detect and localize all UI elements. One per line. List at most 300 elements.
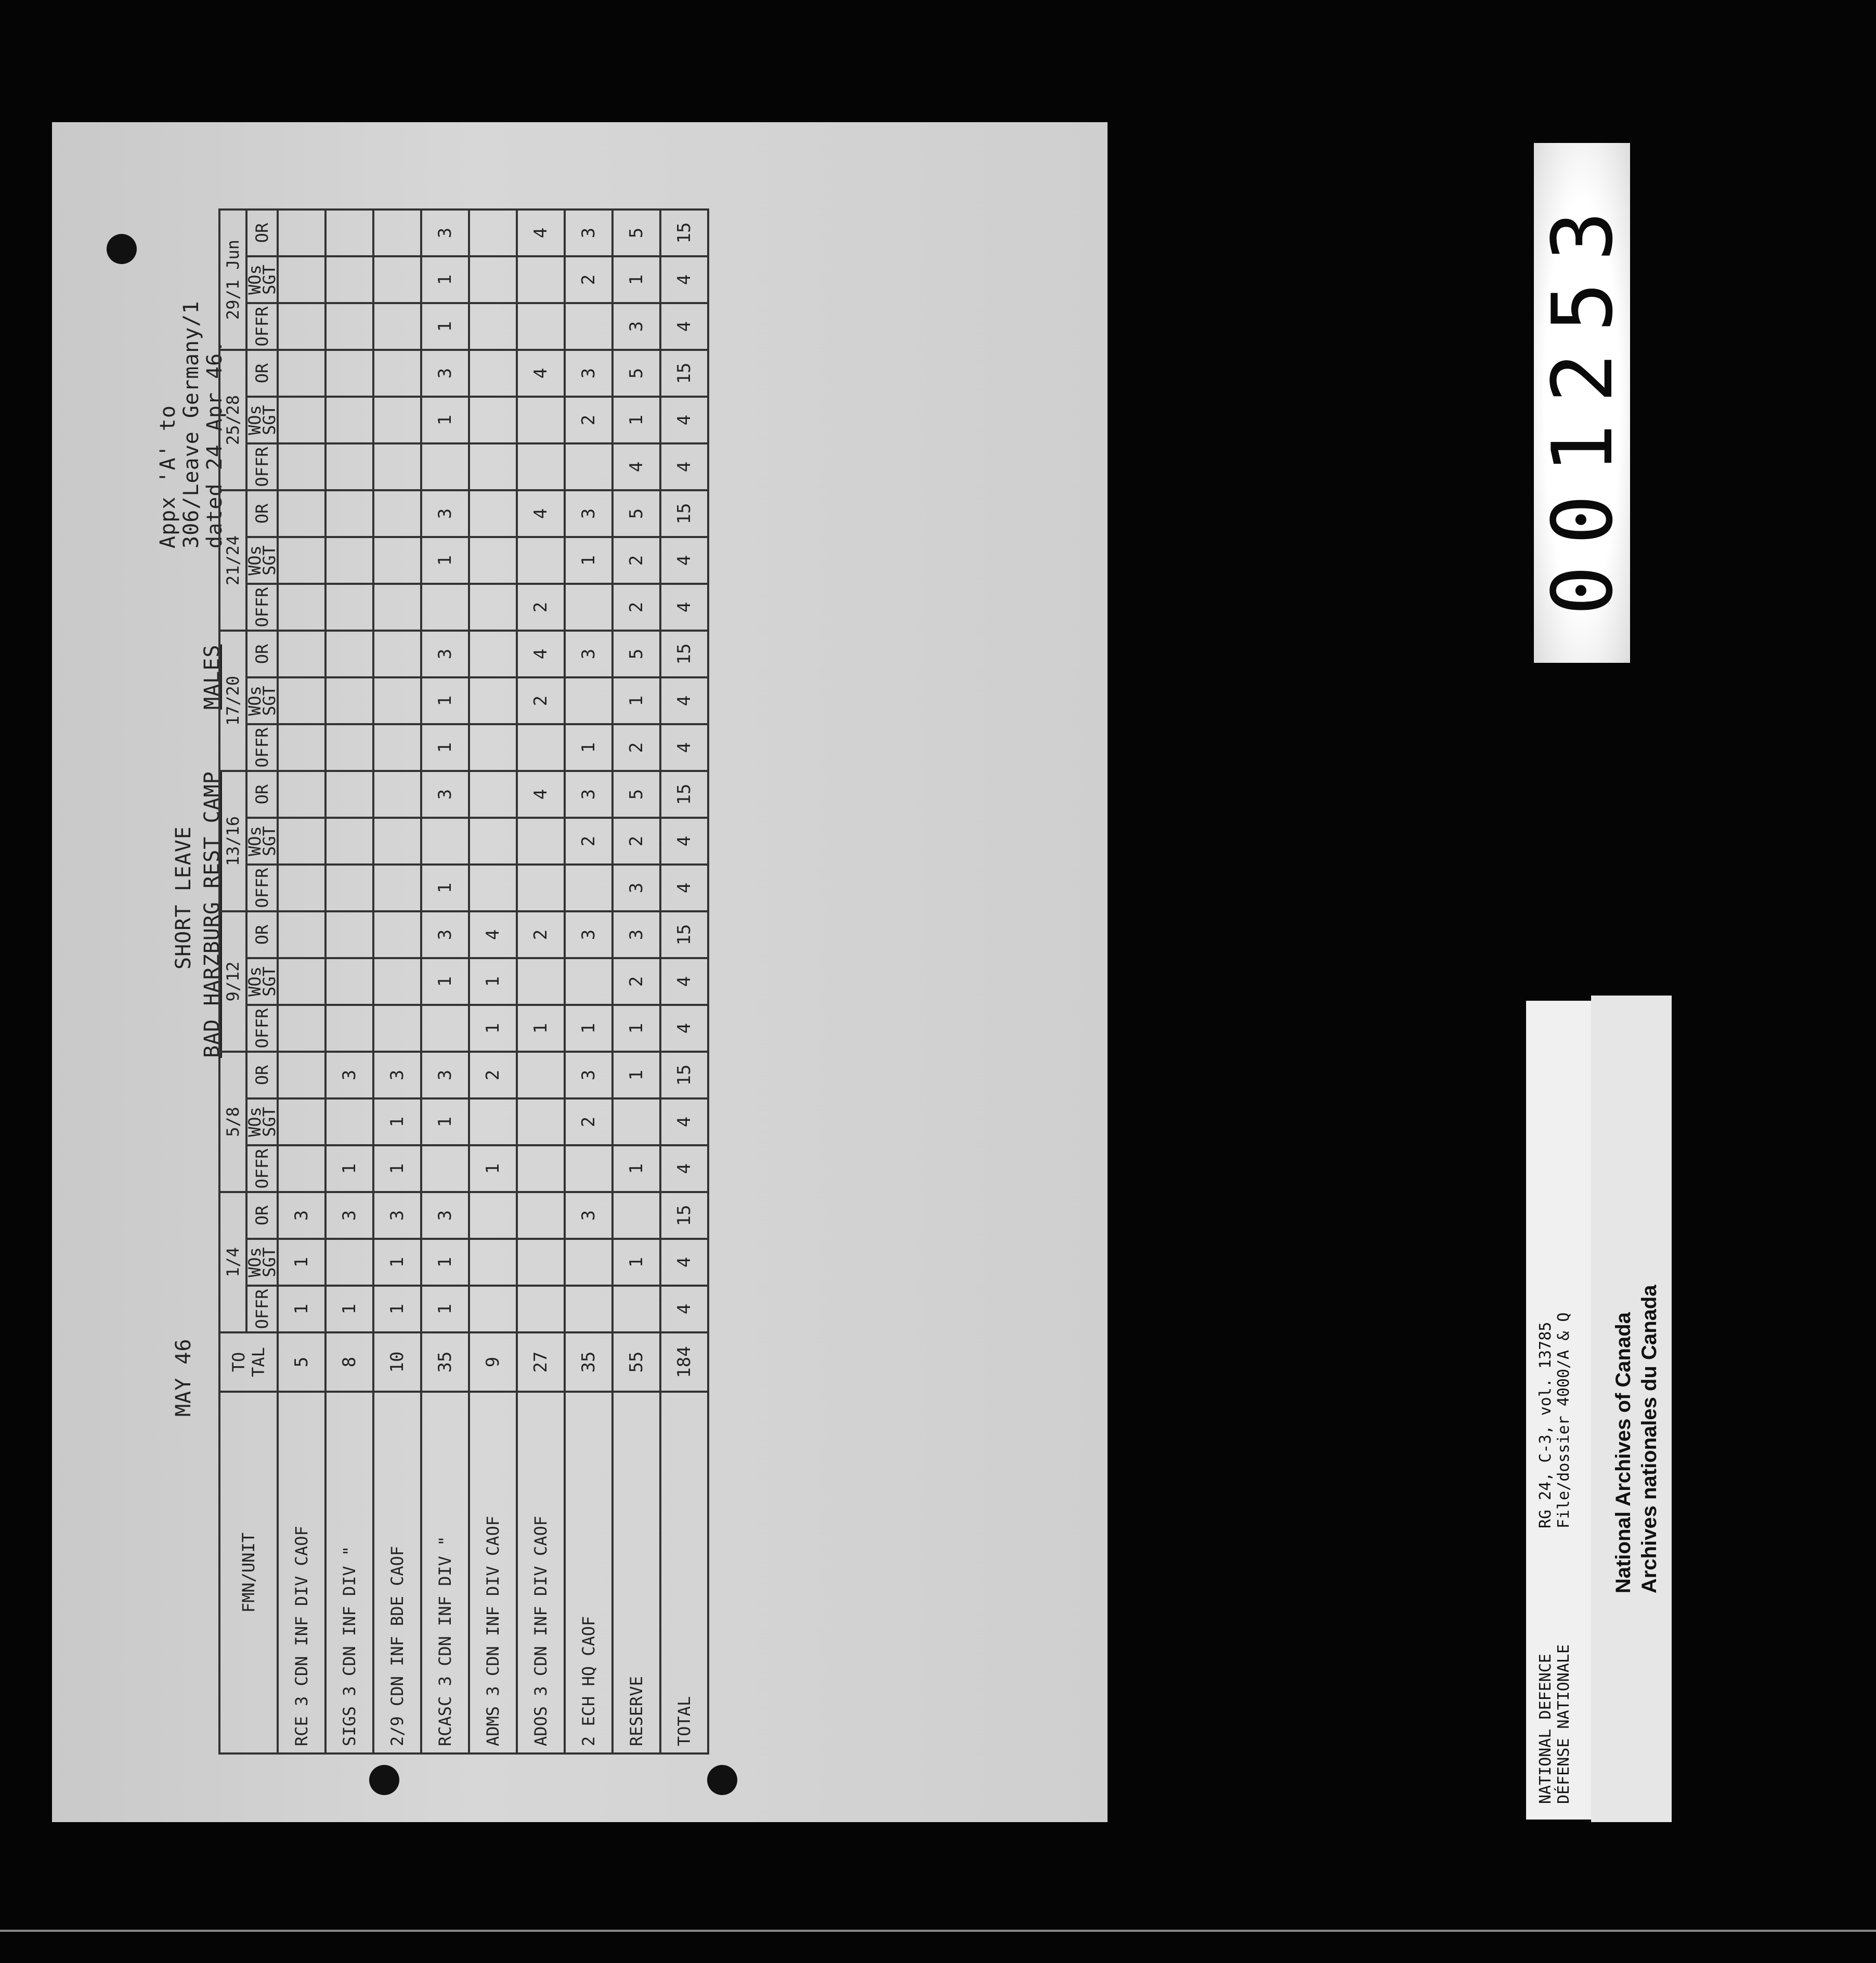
allocation-cell: 1 — [517, 1005, 565, 1052]
rank-header: OR — [246, 210, 278, 256]
rank-header: OR — [246, 1192, 278, 1239]
allocation-cell — [373, 303, 421, 350]
allocation-cell: 15 — [660, 1052, 708, 1098]
allocation-cell — [469, 443, 517, 490]
allocation-cell: 4 — [660, 1145, 708, 1192]
allocation-cell: 3 — [325, 1192, 373, 1239]
allocation-cell — [517, 397, 565, 443]
allocation-cell: 3 — [421, 911, 469, 958]
allocation-cell — [565, 865, 613, 911]
allocation-cell: 5 — [613, 490, 660, 537]
allocation-cell — [325, 537, 373, 584]
allocation-cell — [325, 350, 373, 397]
allocation-cell: 1 — [565, 1005, 613, 1052]
allocation-cell — [469, 1239, 517, 1286]
allocation-cell: 2 — [565, 818, 613, 865]
allocation-cell: 5 — [613, 631, 660, 677]
allocation-cell: 4 — [660, 1239, 708, 1286]
allocation-cell: 2 — [613, 537, 660, 584]
allocation-cell — [325, 677, 373, 724]
total-cell: 10 — [373, 1332, 421, 1392]
rank-header: OR — [246, 771, 278, 818]
archive-reference-label — [1526, 1001, 1601, 1820]
allocation-cell: 4 — [660, 303, 708, 350]
allocation-cell: 5 — [613, 771, 660, 818]
allocation-cell: 1 — [278, 1239, 325, 1286]
allocation-cell: 4 — [660, 397, 708, 443]
allocation-cell — [517, 1239, 565, 1286]
allocation-cell — [278, 865, 325, 911]
allocation-cell: 2 — [469, 1052, 517, 1098]
allocation-cell: 2 — [613, 724, 660, 771]
table-row — [517, 210, 565, 1753]
allocation-cell — [469, 256, 517, 303]
ref-defense-nationale: DÉFENSE NATIONALE — [1555, 1644, 1573, 1804]
allocation-cell — [469, 771, 517, 818]
table-body — [278, 210, 708, 1753]
allocation-cell — [373, 958, 421, 1005]
allocation-cell — [325, 1098, 373, 1145]
allocation-cell — [565, 303, 613, 350]
allocation-cell — [565, 958, 613, 1005]
allocation-cell: 4 — [660, 584, 708, 631]
allocation-cell: 3 — [421, 490, 469, 537]
total-cell: 5 — [278, 1332, 325, 1392]
allocation-cell — [325, 958, 373, 1005]
allocation-cell: 4 — [660, 1098, 708, 1145]
rank-header: OFFR — [246, 584, 278, 631]
ref-national-defence: NATIONAL DEFENCE — [1536, 1654, 1555, 1804]
allocation-cell: 3 — [421, 631, 469, 677]
rank-header: OFFR — [246, 1286, 278, 1332]
allocation-cell — [469, 397, 517, 443]
allocation-cell — [278, 1052, 325, 1098]
unit-cell: SIGS 3 CDN INF DIV " — [325, 1392, 373, 1753]
allocation-cell — [517, 724, 565, 771]
rank-header: OFFR — [246, 1005, 278, 1052]
allocation-cell — [373, 397, 421, 443]
allocation-cell: 1 — [565, 537, 613, 584]
rank-header: OFFR — [246, 443, 278, 490]
allocation-cell — [325, 865, 373, 911]
allocation-cell — [278, 724, 325, 771]
allocation-cell — [517, 818, 565, 865]
allocation-cell: 3 — [613, 303, 660, 350]
allocation-cell: 1 — [469, 1005, 517, 1052]
allocation-cell — [278, 303, 325, 350]
allocation-cell: 3 — [421, 1052, 469, 1098]
allocation-cell — [517, 958, 565, 1005]
rank-header: OR — [246, 911, 278, 958]
allocation-cell: 15 — [660, 210, 708, 256]
allocation-cell: 1 — [565, 724, 613, 771]
allocation-cell — [278, 771, 325, 818]
rank-header: WOs SGT — [246, 1098, 278, 1145]
allocation-cell: 3 — [565, 210, 613, 256]
table-row — [421, 210, 469, 1753]
allocation-cell: 15 — [660, 631, 708, 677]
total-cell: 35 — [565, 1332, 613, 1392]
frame-number-label — [1534, 143, 1630, 663]
allocation-cell: 4 — [660, 537, 708, 584]
allocation-cell: 1 — [373, 1286, 421, 1332]
allocation-cell: 1 — [469, 1145, 517, 1192]
ref-file-dossier: File/dossier 4000/A & Q — [1555, 1312, 1573, 1528]
rank-header: WOs SGT — [246, 256, 278, 303]
allocation-cell — [278, 1005, 325, 1052]
allocation-cell: 4 — [517, 210, 565, 256]
rank-header: OFFR — [246, 724, 278, 771]
allocation-cell — [373, 443, 421, 490]
rank-header: OR — [246, 350, 278, 397]
allocation-cell: 2 — [613, 584, 660, 631]
allocation-cell: 3 — [421, 210, 469, 256]
allocation-cell — [469, 677, 517, 724]
allocation-cell — [278, 537, 325, 584]
table-row — [325, 210, 373, 1753]
allocation-cell: 3 — [565, 490, 613, 537]
allocation-cell — [325, 490, 373, 537]
allocation-cell: 3 — [565, 631, 613, 677]
allocation-cell — [373, 771, 421, 818]
allocation-cell — [325, 256, 373, 303]
rank-header: OFFR — [246, 1145, 278, 1192]
ref-line-3: dated 24 Apr 46. — [203, 339, 227, 548]
allocation-cell: 3 — [421, 771, 469, 818]
allocation-cell — [565, 677, 613, 724]
period-header: 1/4 — [219, 1192, 246, 1332]
allocation-cell — [565, 443, 613, 490]
allocation-cell — [373, 1005, 421, 1052]
allocation-cell — [373, 490, 421, 537]
allocation-cell: 3 — [565, 911, 613, 958]
allocation-cell — [278, 490, 325, 537]
allocation-cell — [325, 584, 373, 631]
allocation-cell — [278, 256, 325, 303]
unit-cell: RCASC 3 CDN INF DIV " — [421, 1392, 469, 1753]
allocation-cell — [278, 584, 325, 631]
ref-line-1: Appx 'A' to — [156, 405, 180, 548]
allocation-cell: 1 — [278, 1286, 325, 1332]
allocation-cell: 1 — [421, 1098, 469, 1145]
document-sheet — [52, 122, 1108, 1822]
period-header: 5/8 — [219, 1052, 246, 1192]
allocation-cell — [278, 631, 325, 677]
table-row — [660, 210, 708, 1753]
total-cell: 9 — [469, 1332, 517, 1392]
allocation-cell: 1 — [421, 1286, 469, 1332]
allocation-cell: 3 — [421, 350, 469, 397]
allocation-cell: 2 — [517, 584, 565, 631]
frame-number: 001253 — [1534, 190, 1631, 616]
archive-name-fr: Archives nationales du Canada — [1638, 1285, 1661, 1593]
allocation-cell: 3 — [565, 771, 613, 818]
table-row — [565, 210, 613, 1753]
allocation-cell: 4 — [660, 443, 708, 490]
allocation-cell — [421, 818, 469, 865]
unit-cell: RCE 3 CDN INF DIV CAOF — [278, 1392, 325, 1753]
allocation-cell: 4 — [660, 818, 708, 865]
allocation-cell: 1 — [421, 724, 469, 771]
rank-header: WOs SGT — [246, 537, 278, 584]
allocation-cell: 1 — [613, 1239, 660, 1286]
period-header: 17/20 — [219, 631, 246, 771]
allocation-cell: 3 — [565, 1052, 613, 1098]
allocation-cell — [373, 537, 421, 584]
leave-allocation-table — [218, 208, 709, 1755]
allocation-cell — [517, 1098, 565, 1145]
allocation-cell — [469, 818, 517, 865]
allocation-cell: 3 — [565, 350, 613, 397]
allocation-cell: 2 — [613, 818, 660, 865]
period-header: 21/24 — [219, 490, 246, 631]
rank-header: OR — [246, 1052, 278, 1098]
allocation-cell — [278, 1098, 325, 1145]
total-cell: 55 — [613, 1332, 660, 1392]
allocation-cell: 4 — [660, 724, 708, 771]
unit-cell: TOTAL — [660, 1392, 708, 1753]
allocation-cell — [469, 210, 517, 256]
allocation-cell — [469, 537, 517, 584]
allocation-cell: 15 — [660, 911, 708, 958]
category-label: MALES — [200, 644, 224, 710]
allocation-cell — [325, 771, 373, 818]
ref-rg-volume: RG 24, C-3, vol. 13785 — [1536, 1321, 1555, 1528]
allocation-cell — [469, 584, 517, 631]
allocation-cell: 4 — [469, 911, 517, 958]
allocation-cell: 3 — [373, 1192, 421, 1239]
allocation-cell: 4 — [517, 631, 565, 677]
allocation-cell — [565, 1286, 613, 1332]
allocation-cell — [565, 1239, 613, 1286]
total-cell: 27 — [517, 1332, 565, 1392]
table-row — [469, 210, 517, 1753]
allocation-cell: 1 — [613, 256, 660, 303]
rank-header: OR — [246, 490, 278, 537]
allocation-cell — [373, 350, 421, 397]
rank-header: WOs SGT — [246, 958, 278, 1005]
allocation-cell: 15 — [660, 771, 708, 818]
allocation-cell — [517, 1192, 565, 1239]
allocation-cell: 3 — [613, 865, 660, 911]
allocation-cell: 1 — [373, 1098, 421, 1145]
allocation-cell — [278, 443, 325, 490]
period-header: 9/12 — [219, 911, 246, 1052]
allocation-cell: 1 — [421, 256, 469, 303]
allocation-cell — [278, 818, 325, 865]
allocation-cell — [469, 1098, 517, 1145]
allocation-cell — [421, 584, 469, 631]
allocation-cell: 2 — [565, 397, 613, 443]
archive-name-label — [1591, 996, 1672, 1822]
allocation-cell — [517, 1286, 565, 1332]
allocation-cell: 1 — [421, 303, 469, 350]
allocation-cell: 15 — [660, 490, 708, 537]
allocation-cell — [469, 865, 517, 911]
rank-header: OFFR — [246, 865, 278, 911]
allocation-cell: 5 — [613, 210, 660, 256]
unit-cell: 2 ECH HQ CAOF — [565, 1392, 613, 1753]
table-row — [613, 210, 660, 1753]
allocation-cell — [517, 1145, 565, 1192]
allocation-cell — [278, 911, 325, 958]
allocation-cell: 2 — [613, 958, 660, 1005]
allocation-cell — [469, 303, 517, 350]
allocation-cell — [421, 1145, 469, 1192]
allocation-cell: 1 — [421, 958, 469, 1005]
period-header: 13/16 — [219, 771, 246, 911]
period-header: 25/28 — [219, 350, 246, 490]
allocation-cell: 1 — [469, 958, 517, 1005]
allocation-cell: 5 — [613, 350, 660, 397]
unit-cell: ADMS 3 CDN INF DIV CAOF — [469, 1392, 517, 1753]
allocation-cell: 1 — [421, 865, 469, 911]
allocation-cell — [373, 631, 421, 677]
rank-header: OR — [246, 631, 278, 677]
allocation-cell — [325, 631, 373, 677]
allocation-cell: 1 — [421, 397, 469, 443]
allocation-cell: 1 — [613, 1005, 660, 1052]
allocation-cell — [613, 1192, 660, 1239]
allocation-cell: 1 — [325, 1286, 373, 1332]
allocation-cell — [517, 443, 565, 490]
allocation-cell — [517, 537, 565, 584]
allocation-cell: 3 — [613, 911, 660, 958]
allocation-cell: 3 — [421, 1192, 469, 1239]
allocation-cell — [469, 490, 517, 537]
allocation-cell: 1 — [613, 1145, 660, 1192]
allocation-cell — [517, 303, 565, 350]
total-header: TO TAL — [219, 1332, 278, 1392]
allocation-cell — [325, 303, 373, 350]
table-row — [278, 210, 325, 1753]
film-edge-line — [0, 1930, 1876, 1932]
allocation-cell: 3 — [565, 1192, 613, 1239]
allocation-cell — [469, 724, 517, 771]
allocation-cell — [278, 350, 325, 397]
allocation-cell — [613, 1286, 660, 1332]
allocation-cell — [325, 1239, 373, 1286]
rank-header: WOs SGT — [246, 1239, 278, 1286]
rotated-document-body — [52, 122, 1108, 1822]
allocation-cell — [325, 210, 373, 256]
total-cell: 8 — [325, 1332, 373, 1392]
allocation-cell — [517, 865, 565, 911]
allocation-cell — [373, 818, 421, 865]
allocation-cell: 1 — [421, 677, 469, 724]
allocation-cell — [325, 724, 373, 771]
allocation-cell — [373, 210, 421, 256]
allocation-cell — [613, 1098, 660, 1145]
allocation-cell: 3 — [373, 1052, 421, 1098]
allocation-cell: 15 — [660, 350, 708, 397]
unit-header: FMN/UNIT — [219, 1392, 278, 1753]
allocation-cell: 2 — [517, 911, 565, 958]
allocation-cell: 4 — [660, 1286, 708, 1332]
allocation-cell — [325, 818, 373, 865]
table-row — [373, 210, 421, 1753]
allocation-cell: 15 — [660, 1192, 708, 1239]
allocation-cell: 1 — [373, 1239, 421, 1286]
allocation-cell — [373, 584, 421, 631]
period-header: 29/1 Jun — [219, 210, 246, 350]
period-header-row — [219, 210, 246, 1753]
allocation-cell: 4 — [660, 256, 708, 303]
allocation-cell: 1 — [613, 677, 660, 724]
unit-cell: ADOS 3 CDN INF DIV CAOF — [517, 1392, 565, 1753]
allocation-cell: 1 — [373, 1145, 421, 1192]
allocation-cell — [373, 865, 421, 911]
allocation-cell: 2 — [517, 677, 565, 724]
allocation-cell — [517, 1052, 565, 1098]
allocation-cell: 3 — [325, 1052, 373, 1098]
allocation-cell — [325, 443, 373, 490]
allocation-cell — [565, 584, 613, 631]
allocation-cell: 2 — [565, 1098, 613, 1145]
allocation-cell: 1 — [325, 1145, 373, 1192]
total-cell: 35 — [421, 1332, 469, 1392]
allocation-cell — [421, 1005, 469, 1052]
allocation-cell — [469, 1286, 517, 1332]
allocation-cell: 4 — [613, 443, 660, 490]
allocation-cell: 1 — [421, 537, 469, 584]
allocation-cell — [278, 677, 325, 724]
ref-line-2: 306/Leave Germany/1 — [179, 300, 203, 548]
allocation-cell — [373, 724, 421, 771]
allocation-cell: 4 — [660, 958, 708, 1005]
rank-header: WOs SGT — [246, 818, 278, 865]
heading-rest-camp: BAD HARZBURG REST CAMP — [200, 771, 224, 1058]
allocation-cell — [469, 350, 517, 397]
allocation-cell — [421, 443, 469, 490]
rank-header: WOs SGT — [246, 677, 278, 724]
allocation-cell — [373, 677, 421, 724]
rank-header: WOs SGT — [246, 397, 278, 443]
archive-name-en: National Archives of Canada — [1612, 1312, 1635, 1593]
allocation-cell: 1 — [421, 1239, 469, 1286]
total-cell: 184 — [660, 1332, 708, 1392]
allocation-cell: 4 — [660, 677, 708, 724]
allocation-cell — [469, 631, 517, 677]
rank-header: OFFR — [246, 303, 278, 350]
allocation-cell: 4 — [660, 865, 708, 911]
allocation-cell: 4 — [517, 350, 565, 397]
unit-cell: RESERVE — [613, 1392, 660, 1753]
allocation-cell: 4 — [660, 1005, 708, 1052]
allocation-cell — [373, 256, 421, 303]
allocation-cell — [278, 397, 325, 443]
allocation-cell — [373, 911, 421, 958]
allocation-cell — [278, 1145, 325, 1192]
allocation-cell: 1 — [613, 1052, 660, 1098]
allocation-cell — [469, 1192, 517, 1239]
allocation-cell — [325, 911, 373, 958]
allocation-cell — [517, 256, 565, 303]
allocation-cell: 2 — [565, 256, 613, 303]
allocation-cell — [278, 958, 325, 1005]
heading-short-leave: SHORT LEAVE — [172, 826, 196, 970]
allocation-cell — [325, 1005, 373, 1052]
month-label: MAY 46 — [172, 1338, 196, 1417]
allocation-cell — [278, 210, 325, 256]
allocation-cell: 4 — [517, 771, 565, 818]
allocation-cell: 1 — [613, 397, 660, 443]
allocation-cell: 3 — [278, 1192, 325, 1239]
unit-cell: 2/9 CDN INF BDE CAOF — [373, 1392, 421, 1753]
allocation-cell — [325, 397, 373, 443]
allocation-cell — [565, 1145, 613, 1192]
allocation-cell: 4 — [517, 490, 565, 537]
